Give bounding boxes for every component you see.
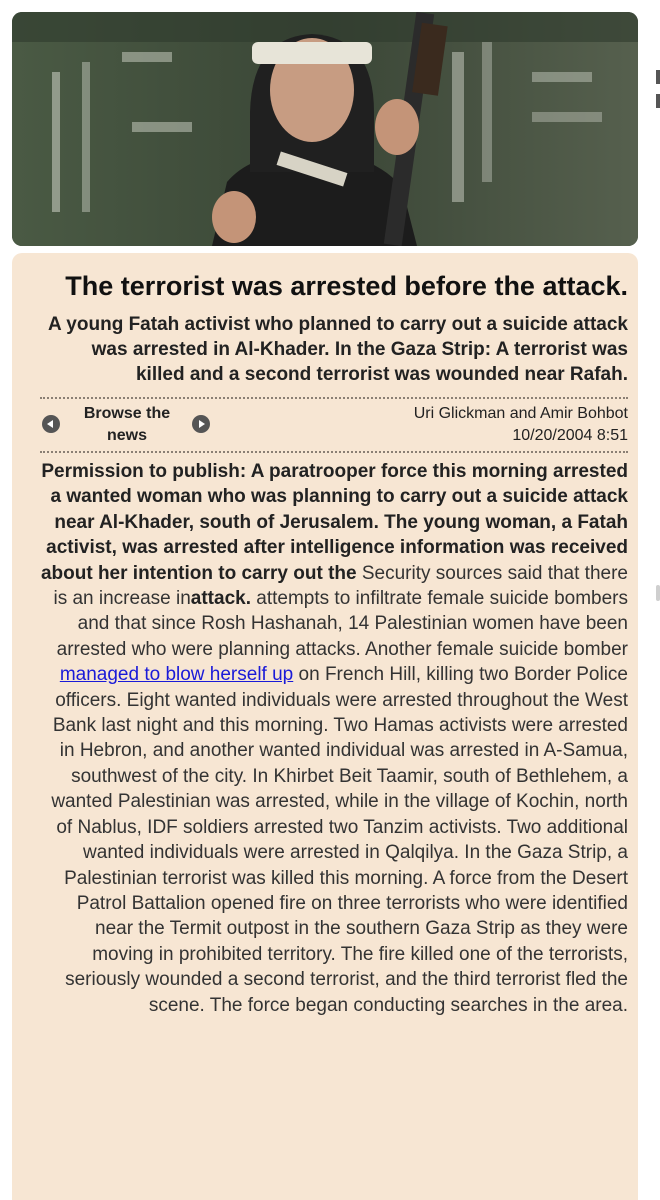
article-card: [12, 253, 638, 1200]
author: Uri Glickman and Amir Bohbot: [413, 405, 628, 422]
byline: [414, 403, 628, 447]
scroll-indicator[interactable]: [656, 585, 660, 601]
photo-of-woman-with-rifle-icon: [12, 12, 638, 246]
browse-news-label[interactable]: Browse the news: [83, 405, 171, 444]
divider-top: [40, 397, 628, 399]
next-arrow-icon[interactable]: [192, 415, 210, 433]
previous-arrow-icon[interactable]: [42, 415, 60, 433]
browse-news: [40, 403, 230, 449]
related-article-link[interactable]: managed to blow herself up: [59, 664, 294, 686]
article-meta: [40, 401, 628, 451]
article-subtitle: A young Fatah activist who planned to carry out a suicide attack was arrested in Al-Khader. In the Gaza Strip: A terrorist was killed and a second terrorist was wounded near Rafah.: [48, 314, 628, 385]
publish-date: 10/20/2004 8:51: [512, 427, 628, 444]
body-text-1: Security sources said that there is an increase in: [53, 562, 628, 610]
body-text-2: attempts to infiltrate female suicide bombers and that since Rosh Hashanah, 14 Palestinian women have been arrested who were planning attacks. Another female suicide bomber: [56, 588, 628, 660]
article-title: The terrorist was arrested before the attack.: [65, 271, 628, 301]
article-body: [40, 459, 628, 1018]
body-text-3: on French Hill, killing two Border Police officers. Eight wanted individuals were arrested throughout the West Bank last night and this morning. Two Hamas activists were arrested in Hebron, and another wanted individual was arrested in A-Samua, southwest of the city. In Khirbet Beit Taamir, south of Bethlehem, a wanted Palestinian was arrested, while in the village of Kochin, north of Nablus, IDF soldiers arrested two Tanzim activists. Two additional wanted individuals were arrested in Qalqilya. In the Gaza Strip, a Palestinian terrorist was killed this morning. A force from the Desert Patrol Battalion opened fire on three terrorists who were identified near the Termit outpost in the southern Gaza Strip as they were moving in prohibited territory. The fire killed one of the terrorists, seriously wounded a second terrorist, and the third terrorist fled the scene. The force began conducting searches in the area.: [51, 664, 628, 1016]
lead-paragraph: Permission to publish: A paratrooper force this morning arrested a wanted woman who was planning to carry out a suicide attack near Al-Khader, south of Jerusalem. The young woman, a Fatah activist, was arrested after intelligence information was received about her intention to carry out the: [40, 461, 628, 584]
edge-fragment: [654, 64, 660, 134]
lead-paragraph-end: attack.: [190, 588, 251, 610]
divider-bottom: [40, 451, 628, 453]
